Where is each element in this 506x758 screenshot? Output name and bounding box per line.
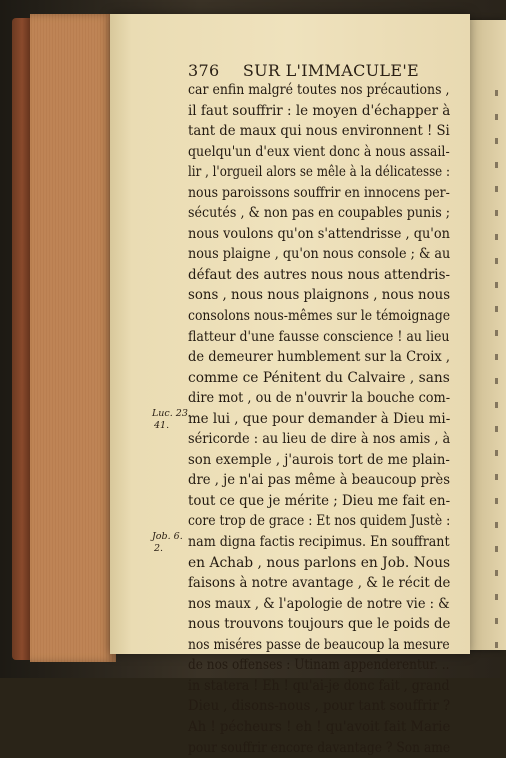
text-line: consolons nous-mêmes sur le témoignage [188,306,414,327]
text-line: il faut souffrir : le moyen d'échapper à [188,101,433,122]
text-line: nos maux , & l'apologie de notre vie : & [188,594,425,615]
text-line: son exemple , j'aurois tort de me plain- [188,450,429,471]
text-line: me lui , que pour demander à Dieu mi- [188,409,431,430]
text-line: Ah ! pécheurs ! eh ! qu'avoit fait Marie [188,717,430,738]
running-title: SUR L'IMMACULE'E [243,61,419,80]
text-line: tant de maux qui nous environnent ! Si [188,121,429,142]
text-line: nos miséres passe de beaucoup la mesure [188,635,411,656]
text-line: de nos offenses : Utinam appenderentur. .. [188,655,409,676]
text-line: nous plaigne , qu'on nous console ; & au [188,244,421,265]
text-line: lir , l'orgueil alors se mêle à la délicatesse : [188,162,404,183]
facing-page-text-fragment [495,90,498,650]
body-text [188,80,450,758]
text-line: car enfin malgré toutes nos précautions , [188,80,416,101]
text-line: pour souffrir encore davantage ? Son ame [188,738,411,758]
text-line: faisons à notre avantage , & le récit de [188,573,430,594]
margin-note-line: Job. 6. [152,531,183,543]
margin-note-reference [152,408,191,432]
margin-note-line: 2. [152,543,183,555]
text-line: nous trouvons toujours que le poids de [188,614,431,635]
text-line: tout ce que je mérite ; Dieu me fait en- [188,491,431,512]
margin-note-line: 41. [152,420,191,432]
book-cover-edge [12,18,32,660]
text-line: dre , je n'ai pas même à beaucoup près [188,470,428,491]
text-line: sons , nous nous plaignons , nous nous [188,285,431,306]
text-line: Dieu , disons-nous , pour tant souffrir ? [188,696,428,717]
text-line: comme ce Pénitent du Calvaire , sans [188,368,438,389]
text-line: nous paroissons souffrir en innocens per- [188,183,415,204]
text-line: séricorde : au lieu de dire à nos amis , à [188,429,423,450]
text-line: défaut des autres nous nous attendris- [188,265,432,286]
text-line: flatteur d'une fausse conscience ! au lieu [188,327,417,348]
page-edges [30,14,116,662]
text-line: in statera ! Eh ! qu'ai-je donc fait , grand [188,676,418,697]
margin-note-reference [152,531,183,555]
text-line: sécutés , & non pas en coupables punis ; [188,203,419,224]
text-line: nam digna factis recipimus. En souffrant [188,532,418,553]
text-line: nous voulons qu'on s'attendrisse , qu'on [188,224,423,245]
running-header [188,61,448,81]
text-line: quelqu'un d'eux vient donc à nous assail- [188,142,417,163]
margin-note-line: Luc. 23. [152,408,191,420]
text-line: en Achab , nous parlons en Job. Nous [188,553,440,574]
text-line: core trop de grace : Et nos quidem Justè : [188,511,413,532]
text-line: dire mot , ou de n'ouvrir la bouche com- [188,388,422,409]
page-number: 376 [188,61,219,80]
text-line: de demeurer humblement sur la Croix , [188,347,426,368]
